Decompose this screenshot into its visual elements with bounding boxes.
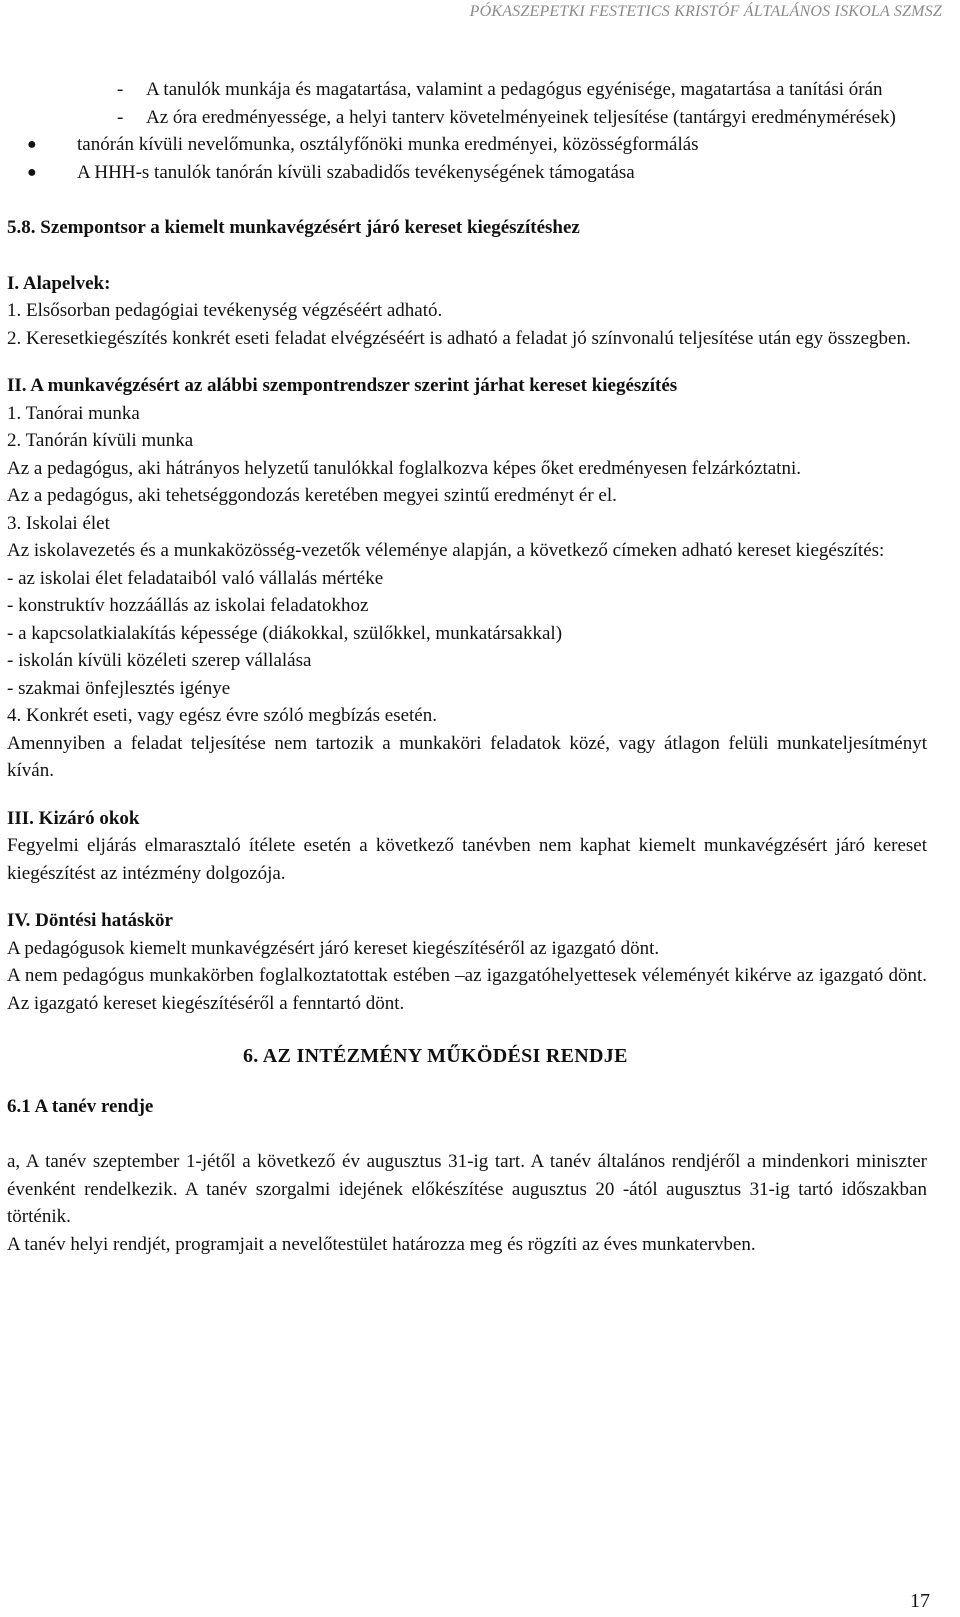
- running-header: PÓKASZEPETKI FESTETICS KRISTÓF ÁLTALÁNOS ISKOLA SZMSZ: [469, 3, 942, 20]
- paragraph: a, A tanév szeptember 1-jétől a következő év augusztus 31-ig tart. A tanév általános rendjéről a mindenkori miniszter évenként rendelkezik. A tanév szorgalmi idejének előkészítése augusztus 20 -ától augusztus 31-ig tartó időszakban történik.: [7, 1151, 927, 1227]
- paragraph: 4. Konkrét eseti, vagy egész évre szóló megbízás esetén.: [7, 705, 437, 726]
- paragraph: A tanév helyi rendjét, programjait a nevelőtestület határozza meg és rögzíti az éves munkatervben.: [7, 1233, 756, 1255]
- paragraph: 1. Tanórai munka: [7, 402, 140, 424]
- paragraph: Amennyiben a feladat teljesítése nem tartozik a munkaköri feladatok közé, vagy átlagon felüli munkateljesítményt kíván.: [7, 732, 927, 781]
- paragraph: 3. Iskolai élet: [7, 512, 110, 534]
- paragraph: Az iskolavezetés és a munkaközösség-vezetők véleménye alapján, a következő címeken adható kereset kiegészítés:: [7, 540, 885, 561]
- subsection-title: I. Alapelvek:: [7, 272, 111, 294]
- dash-marker: -: [117, 79, 124, 100]
- dash-item-text: Az óra eredményessége, a helyi tanterv követelményeinek teljesítése (tantárgyi eredménymérések): [146, 106, 896, 128]
- bullet-item-text: A HHH-s tanulók tanórán kívüli szabadidős tevékenységének támogatása: [77, 161, 635, 183]
- list-item: - konstruktív hozzáállás az iskolai feladatokhoz: [7, 595, 369, 616]
- paragraph: A pedagógusok kiemelt munkavégzésért járó kereset kiegészítéséről az igazgató dönt.: [7, 937, 660, 959]
- paragraph: A nem pedagógus munkakörben foglalkoztatottak estében –az igazgatóhelyettesek véleményét kikérve az igazgató dönt. Az igazgató kereset kiegészítéséről a fenntartó dönt.: [7, 965, 927, 1014]
- subsection-title: 6.1 A tanév rendje: [7, 1095, 154, 1117]
- dash-marker: -: [117, 106, 124, 128]
- bullet-list-item: [7, 159, 927, 187]
- bullet-list-item: [7, 131, 927, 159]
- dash-item-text: A tanulók munkája és magatartása, valamint a pedagógus egyénisége, magatartása a tanítási órán: [146, 79, 883, 100]
- bullet-icon: ●: [27, 136, 37, 153]
- section-title: 5.8. Szempontsor a kiemelt munkavégzésért járó kereset kiegészítéshez: [7, 217, 580, 238]
- paragraph: 1. Elsősorban pedagógiai tevékenység végzéséért adható.: [7, 300, 443, 321]
- paragraph: Az a pedagógus, aki hátrányos helyzetű tanulókkal foglalkozva képes őket eredményesen felzárkóztatni.: [7, 457, 801, 479]
- paragraph: Fegyelmi eljárás elmarasztaló ítélete esetén a következő tanévben nem kaphat kiemelt munkavégzésért járó kereset kiegészítést az intézmény dolgozója.: [7, 835, 927, 884]
- subsection-title: II. A munkavégzésért az alábbi szempontrendszer szerint járhat kereset kiegészítés: [7, 375, 678, 396]
- paragraph: 2. Tanórán kívüli munka: [7, 430, 194, 451]
- list-item: - iskolán kívüli közéleti szerep vállalása: [7, 650, 312, 671]
- document-body: [7, 76, 927, 1258]
- list-item: - az iskolai élet feladataiból való vállalás mértéke: [7, 567, 384, 589]
- bullet-icon: ●: [27, 163, 37, 181]
- list-item: - a kapcsolatkialakítás képessége (diákokkal, szülőkkel, munkatársakkal): [7, 622, 563, 644]
- paragraph: Az a pedagógus, aki tehetséggondozás keretében megyei szintű eredményt ér el.: [7, 485, 617, 506]
- paragraph: 2. Keresetkiegészítés konkrét eseti feladat elvégzéséért is adható a feladat jó színvonalú teljesítése után egy összegben.: [7, 327, 911, 349]
- bullet-item-text: tanórán kívüli nevelőmunka, osztályfőnöki munka eredményei, közösségformálás: [77, 134, 699, 155]
- list-item: - szakmai önfejlesztés igénye: [7, 677, 231, 699]
- chapter-title: 6. AZ INTÉZMÉNY MŰKÖDÉSI RENDJE: [243, 1045, 628, 1067]
- dash-list-item: [7, 104, 927, 132]
- subsection-title: IV. Döntési hatáskör: [7, 910, 173, 931]
- page-number: 17: [910, 1590, 930, 1612]
- subsection-title: III. Kizáró okok: [7, 807, 140, 829]
- dash-list-item: [7, 76, 927, 104]
